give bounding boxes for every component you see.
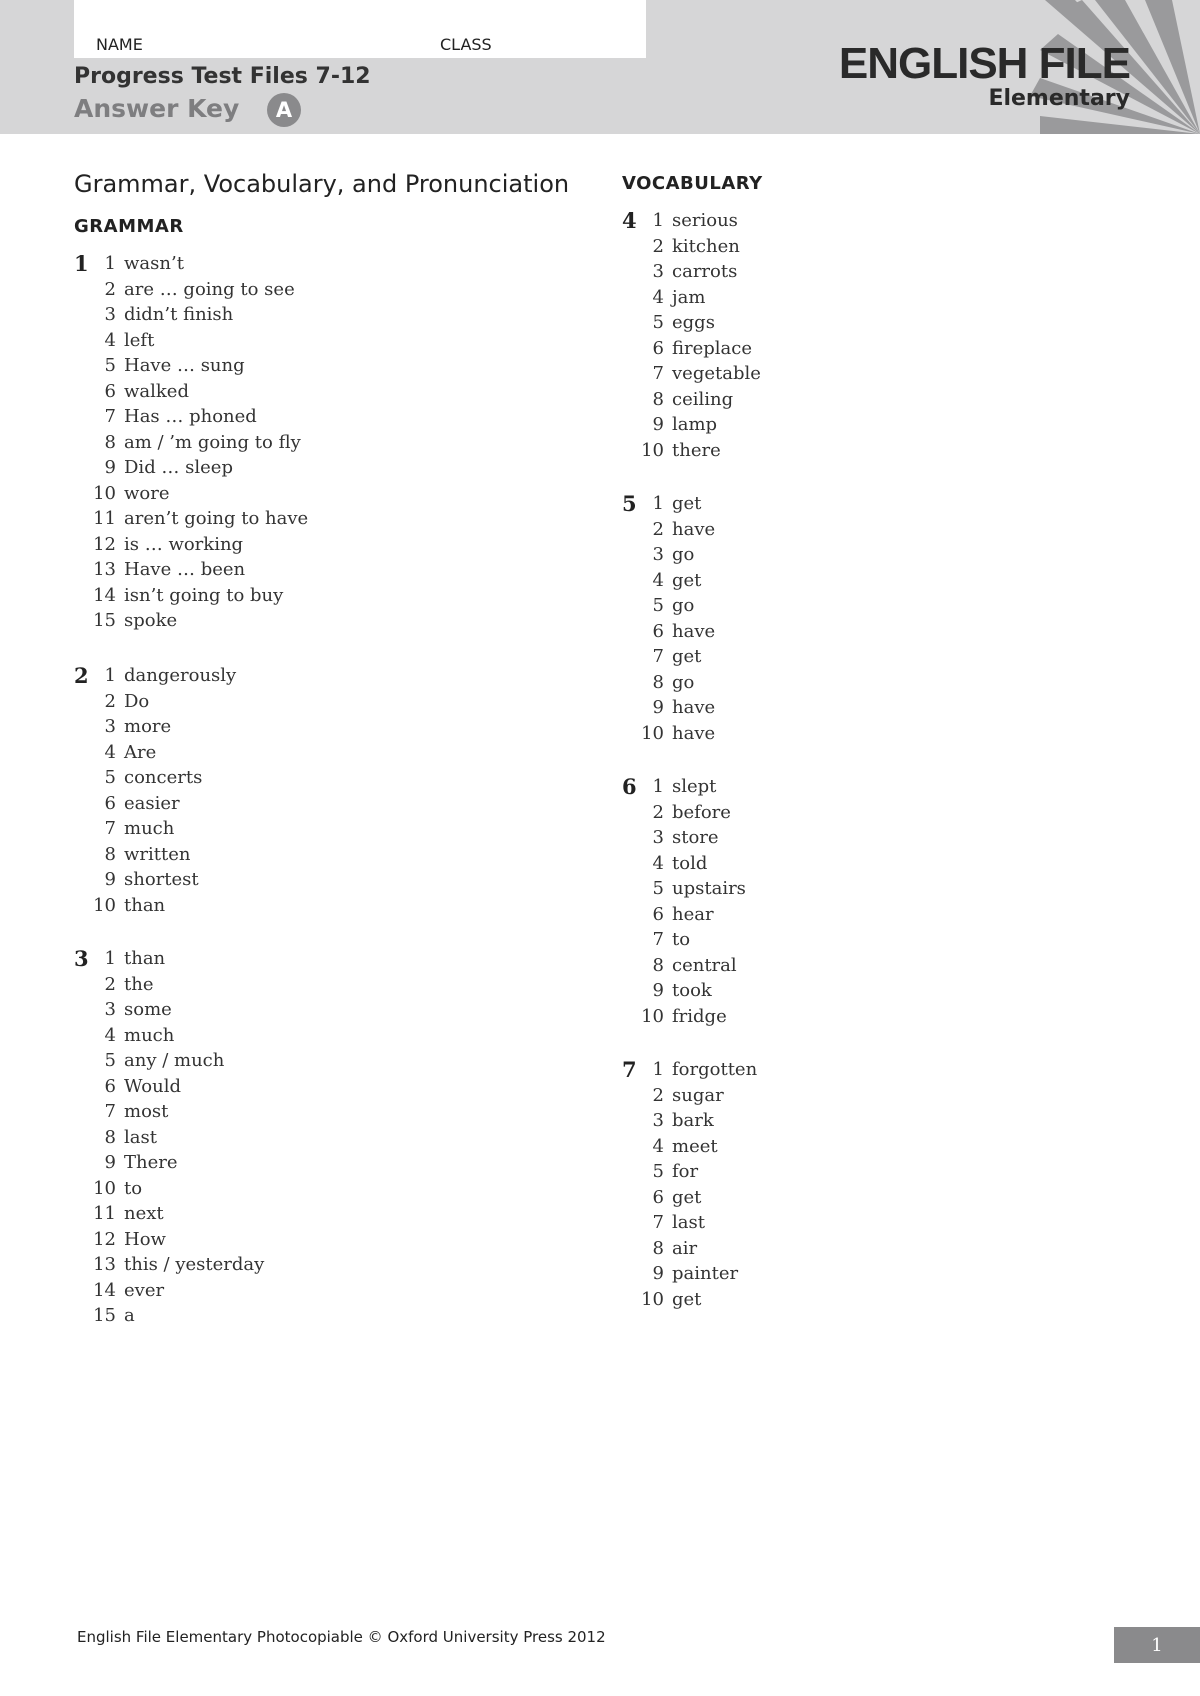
item-number: 12	[93, 1228, 116, 1250]
answer-text: didn’t finish	[124, 304, 234, 325]
item-number: 5	[652, 1161, 664, 1182]
answer-text: a	[124, 1305, 135, 1326]
answer-text: There	[124, 1152, 178, 1173]
answer-text: go	[672, 544, 695, 565]
answer-text: much	[124, 1024, 175, 1046]
item-number: 10	[641, 1005, 664, 1027]
answer-text: How	[124, 1228, 166, 1250]
footer-copyright: English File Elementary Photocopiable © Oxford University Press 2012	[77, 1628, 606, 1646]
answer-text: get	[672, 493, 702, 514]
item-number: 11	[93, 1203, 116, 1224]
item-number: 4	[652, 286, 664, 308]
answer-text: isn’t going to buy	[124, 584, 284, 606]
item-number: 5	[652, 312, 664, 333]
item-number: 4	[652, 569, 664, 591]
item-number: 4	[652, 1135, 664, 1157]
answer-text: painter	[672, 1263, 739, 1284]
answer-text: central	[672, 954, 737, 976]
item-number: 3	[104, 304, 116, 325]
item-number: 6	[652, 1186, 664, 1208]
answer-text: go	[672, 671, 695, 693]
item-number: 3	[104, 999, 116, 1020]
exercise-number: 7	[622, 1057, 637, 1082]
answer-text: wasn’t	[124, 253, 184, 274]
brand-name: ENGLISH FILE	[838, 39, 1130, 88]
item-number: 6	[652, 620, 664, 642]
exercise-number: 1	[74, 251, 89, 276]
answer-text: before	[672, 801, 731, 823]
item-number: 4	[104, 1024, 116, 1046]
answer-text: meet	[672, 1135, 718, 1157]
item-number: 3	[104, 716, 116, 737]
answer-text: to	[672, 929, 691, 950]
item-number: 7	[104, 818, 116, 839]
test-title: Progress Test Files 7-12	[74, 64, 371, 89]
answer-text: get	[672, 646, 702, 667]
item-number: 8	[104, 1126, 116, 1148]
item-number: 2	[104, 973, 116, 995]
item-number: 7	[104, 1101, 116, 1122]
answer-text: vegetable	[672, 363, 761, 384]
answer-text: shortest	[124, 869, 199, 890]
answer-text: written	[124, 843, 191, 865]
item-number: 5	[652, 595, 664, 616]
item-number: 8	[652, 671, 664, 693]
answer-text: fridge	[672, 1005, 727, 1027]
answer-text: ever	[124, 1279, 165, 1301]
answer-text: Do	[124, 690, 150, 712]
answer-text: told	[672, 852, 708, 874]
answer-text: get	[672, 1186, 702, 1208]
item-number: 2	[652, 235, 664, 257]
answer-text: last	[124, 1126, 157, 1148]
answer-text: last	[672, 1212, 705, 1233]
item-number: 7	[652, 1212, 664, 1233]
item-number: 13	[93, 1254, 116, 1275]
answer-text: ceiling	[672, 388, 734, 410]
exercise-number: 4	[622, 208, 637, 233]
answer-text: hear	[672, 903, 714, 925]
item-number: 9	[652, 980, 664, 1001]
answer-text: walked	[124, 380, 189, 402]
item-number: 1	[652, 1059, 664, 1080]
answer-text: is … working	[124, 533, 244, 555]
answer-text: more	[124, 716, 172, 737]
answer-text: Have … been	[124, 559, 246, 580]
item-number: 13	[93, 559, 116, 580]
brand-level: Elementary	[988, 86, 1130, 111]
item-number: 4	[104, 329, 116, 351]
item-number: 12	[93, 533, 116, 555]
answer-text: Have … sung	[124, 355, 245, 376]
page-header	[0, 0, 1200, 134]
answer-text: get	[672, 569, 702, 591]
answer-text: upstairs	[672, 878, 746, 899]
item-number: 10	[93, 482, 116, 504]
item-number: 8	[652, 388, 664, 410]
item-number: 5	[652, 878, 664, 899]
item-number: 6	[104, 380, 116, 402]
exercise-number: 6	[622, 774, 637, 799]
item-number: 8	[652, 1237, 664, 1259]
answer-text: store	[672, 827, 719, 848]
item-number: 5	[104, 767, 116, 788]
item-number: 9	[652, 414, 664, 435]
item-number: 7	[104, 406, 116, 427]
answer-text: this / yesterday	[124, 1254, 265, 1275]
item-number: 2	[652, 1084, 664, 1106]
item-number: 10	[93, 1177, 116, 1199]
item-number: 9	[652, 697, 664, 718]
section-title: Grammar, Vocabulary, and Pronunciation	[74, 170, 570, 198]
answer-text: there	[672, 439, 721, 461]
answer-text: fireplace	[672, 337, 753, 359]
answer-text: am / ’m going to fly	[124, 431, 301, 453]
answer-text: than	[124, 894, 166, 916]
name-class-box	[74, 0, 646, 58]
page-number: 1	[1114, 1627, 1200, 1663]
item-number: 5	[104, 355, 116, 376]
item-number: 3	[652, 1110, 664, 1131]
item-number: 6	[652, 337, 664, 359]
answer-text: carrots	[672, 261, 738, 282]
answer-text: bark	[672, 1110, 714, 1131]
answer-text: eggs	[672, 312, 715, 333]
answer-text: some	[124, 999, 172, 1020]
answer-text: are … going to see	[124, 278, 295, 300]
answer-text: took	[672, 980, 712, 1001]
item-number: 7	[652, 363, 664, 384]
answer-text: sugar	[672, 1084, 724, 1106]
answer-text: Has … phoned	[124, 406, 257, 427]
item-number: 9	[652, 1263, 664, 1284]
answer-text: the	[124, 973, 154, 995]
item-number: 9	[104, 457, 116, 478]
item-number: 6	[104, 1075, 116, 1097]
item-number: 10	[641, 1288, 664, 1310]
answer-text: spoke	[124, 610, 178, 631]
answer-text: left	[124, 329, 155, 351]
answer-text: have	[672, 697, 716, 718]
item-number: 7	[652, 929, 664, 950]
item-number: 15	[93, 610, 116, 631]
answer-text: get	[672, 1288, 702, 1310]
answer-text: aren’t going to have	[124, 508, 309, 529]
item-number: 1	[652, 210, 664, 231]
item-number: 4	[104, 741, 116, 763]
item-number: 6	[104, 792, 116, 814]
answer-text: easier	[124, 792, 180, 814]
item-number: 3	[652, 261, 664, 282]
item-number: 10	[641, 722, 664, 744]
grammar-heading: GRAMMAR	[74, 216, 184, 237]
item-number: 5	[104, 1050, 116, 1071]
exercise-number: 2	[74, 663, 89, 688]
item-number: 11	[93, 508, 116, 529]
item-number: 3	[652, 544, 664, 565]
item-number: 7	[652, 646, 664, 667]
item-number: 8	[104, 431, 116, 453]
answer-text: next	[124, 1203, 164, 1224]
item-number: 4	[652, 852, 664, 874]
answer-text: most	[124, 1101, 169, 1122]
item-number: 2	[652, 518, 664, 540]
answer-text: have	[672, 518, 716, 540]
answer-text: Are	[124, 741, 157, 763]
answer-text: Did … sleep	[124, 457, 233, 478]
item-number: 2	[104, 278, 116, 300]
exercise-number: 3	[74, 946, 89, 971]
answer-text: lamp	[672, 414, 718, 435]
item-number: 3	[652, 827, 664, 848]
answer-text: to	[124, 1177, 143, 1199]
answer-text: wore	[124, 482, 170, 504]
answer-text: serious	[672, 210, 738, 231]
answer-text: slept	[672, 776, 717, 797]
answer-text: have	[672, 620, 716, 642]
answer-text: go	[672, 595, 695, 616]
name-label: NAME	[96, 35, 143, 54]
item-number: 1	[104, 665, 116, 686]
item-number: 14	[93, 584, 116, 606]
answer-text: forgotten	[672, 1059, 758, 1080]
item-number: 1	[104, 948, 116, 969]
answer-text: have	[672, 722, 716, 744]
answer-text: much	[124, 818, 175, 839]
answer-text: dangerously	[124, 665, 237, 686]
item-number: 8	[104, 843, 116, 865]
brand-logo	[839, 40, 1130, 111]
item-number: 15	[93, 1305, 116, 1326]
answer-text: than	[124, 948, 166, 969]
answer-text: concerts	[124, 767, 203, 788]
exercise-number: 5	[622, 491, 637, 516]
item-number: 6	[652, 903, 664, 925]
vocabulary-heading: VOCABULARY	[622, 173, 763, 194]
item-number: 1	[652, 776, 664, 797]
item-number: 2	[104, 690, 116, 712]
item-number: 1	[104, 253, 116, 274]
answer-text: for	[672, 1161, 699, 1182]
answer-text: jam	[672, 286, 706, 308]
item-number: 10	[93, 894, 116, 916]
answer-text: kitchen	[672, 235, 740, 257]
item-number: 14	[93, 1279, 116, 1301]
answer-text: Would	[124, 1075, 181, 1097]
version-badge: A	[267, 93, 301, 127]
item-number: 9	[104, 869, 116, 890]
item-number: 10	[641, 439, 664, 461]
class-label: CLASS	[440, 35, 492, 54]
answer-text: air	[672, 1237, 698, 1259]
item-number: 2	[652, 801, 664, 823]
answer-text: any / much	[124, 1050, 225, 1071]
item-number: 1	[652, 493, 664, 514]
item-number: 9	[104, 1152, 116, 1173]
answer-key-title: Answer Key	[74, 94, 240, 123]
item-number: 8	[652, 954, 664, 976]
